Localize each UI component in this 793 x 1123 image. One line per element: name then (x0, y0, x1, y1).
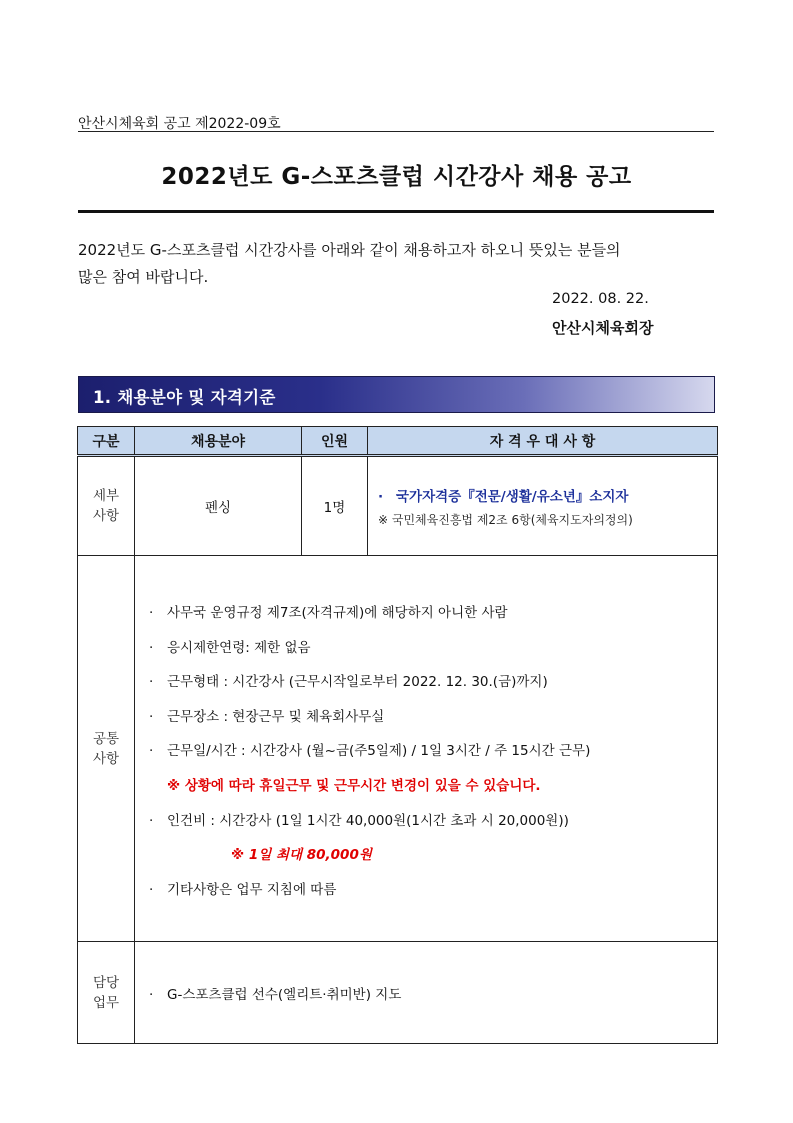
bullet-marker: · (149, 639, 154, 656)
row-label-line: 공통 (92, 730, 120, 747)
page-title: 2022년도 G-스포츠클럽 시간강사 채용 공고 (161, 164, 632, 190)
list-item-text: 기타사항은 업무 지침에 따름 (167, 881, 337, 898)
list-item-text: 근무일/시간 : 시간강사 (월~금(주5일제) / 1일 3시간 / 주 15시간 근무) (167, 743, 591, 760)
header-divider (78, 131, 714, 132)
bullet-marker: · (149, 812, 154, 829)
issuing-organization: 안산시체육회장 (552, 319, 654, 337)
list-item (149, 631, 717, 666)
list-item-text: 사무국 운영규정 제7조(자격규제)에 해당하지 아니한 사람 (167, 605, 508, 621)
section-header-bar (78, 376, 715, 413)
bullet-marker: · (149, 674, 154, 691)
bullet-marker: · (149, 881, 154, 898)
duty-text: G-스포츠클럽 선수(엘리트·취미반) 지도 (167, 986, 402, 1003)
bullet-marker: · (149, 986, 154, 1003)
row-label-duty (78, 942, 135, 1044)
row-label-line: 업무 (92, 994, 120, 1011)
bullet-marker: · (149, 605, 154, 621)
list-item (149, 665, 717, 700)
row-label-line: 세부 (92, 488, 120, 504)
list-item-text: 근무장소 : 현장근무 및 체육회사무실 (167, 708, 385, 725)
schedule-change-note: ※ 상황에 따라 휴일근무 및 근무시간 변경이 있을 수 있습니다. (167, 777, 541, 794)
list-item (149, 700, 717, 735)
row-label-line: 담당 (92, 974, 120, 991)
table-row-detail (78, 456, 718, 556)
list-item (149, 596, 717, 631)
list-item (149, 873, 717, 908)
common-conditions-cell (135, 556, 718, 942)
header-count: 인원 (302, 427, 368, 456)
qualification-cell (368, 456, 718, 556)
bullet-marker: · (149, 743, 154, 760)
title-divider (78, 210, 714, 213)
bullet-marker: · (378, 488, 384, 505)
list-item-text: 응시제한연령: 제한 없음 (167, 639, 311, 656)
max-pay-note: ※ 1일 최대 80,000원 (231, 847, 372, 864)
list-item-text: 인건비 : 시간강사 (1일 1시간 40,000원(1시간 초과 시 20,000원)) (167, 812, 569, 829)
intro-line-2: 많은 참여 바랍니다. (78, 268, 209, 286)
row-label-detail (78, 456, 135, 556)
list-item (149, 804, 717, 839)
header-qualifications: 자 격 우 대 사 항 (368, 427, 718, 456)
qualification-main (378, 485, 717, 505)
list-item-text: 근무형태 : 시간강사 (근무시작일로부터 2022. 12. 30.(금)까지) (167, 674, 548, 691)
table-row-duty (78, 942, 718, 1044)
row-label-common (78, 556, 135, 942)
notice-number: 안산시체육회 공고 제2022-09호 (78, 116, 281, 132)
notice-date: 2022. 08. 22. (552, 291, 649, 307)
row-label-line: 사항 (92, 508, 120, 524)
qualification-note: ※ 국민체육진흥법 제2조 6항(체육지도자의정의) (378, 512, 633, 527)
count-cell: 1명 (302, 456, 368, 556)
table-header-row (78, 427, 718, 456)
table-row-common (78, 556, 718, 942)
qualification-main-text: 국가자격증『전문/생활/유소년』소지자 (396, 488, 629, 505)
list-item (149, 734, 717, 769)
duty-cell (135, 942, 718, 1044)
recruitment-table (77, 426, 718, 1044)
field-cell: 펜싱 (135, 456, 302, 556)
section-title: 1. 채용분야 및 자격기준 (93, 388, 276, 407)
row-label-line: 사항 (92, 750, 120, 767)
intro-paragraph (78, 237, 714, 291)
intro-line-1: 2022년도 G-스포츠클럽 시간강사를 아래와 같이 채용하고자 하오니 뜻있는 분들의 (78, 241, 621, 259)
bullet-marker: · (149, 708, 154, 725)
header-field: 채용분야 (135, 427, 302, 456)
header-category: 구분 (78, 427, 135, 456)
